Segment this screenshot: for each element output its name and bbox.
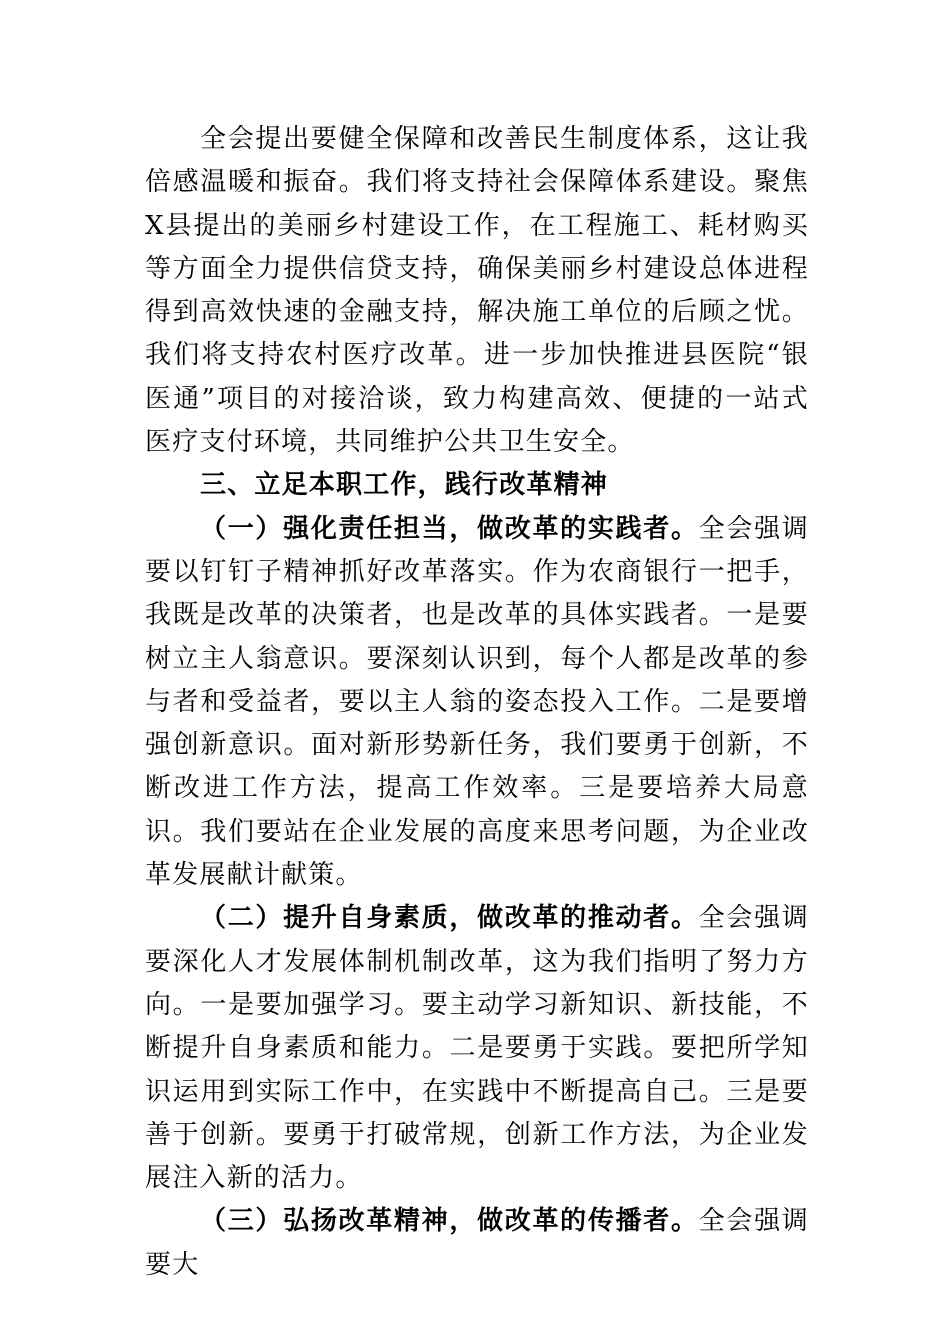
paragraph-lead: （二）提升自身素质，做改革的推动者。	[200, 903, 699, 934]
paragraph-text: 全会提出要健全保障和改善民生制度体系，这让我倍感温暖和振奋。我们将支持社会保障体系建设。聚焦X县提出的美丽乡村建设工作，在工程施工、耗材购买等方面全力提供信贷支持，确保美丽乡村建设总体进程得到高效快速的金融支持，解决施工单位的后顾之忧。我们将支持农村医疗改革。进一步加快推进县医院“银医通”项目的对接洽谈，致力构建高效、便捷的一站式医疗支付环境，共同维护公共卫生安全。	[145, 124, 809, 458]
paragraph-text: 全会强调要深化人才发展体制机制改革，这为我们指明了努力方向。一是要加强学习。要主动学习新知识、新技能，不断提升自身素质和能力。二是要勇于实践。要把所学知识运用到实际工作中，在实践中不断提高自己。三是要善于创新。要勇于打破常规，创新工作方法，为企业发展注入新的活力。	[145, 903, 809, 1194]
paragraph-promoter	[145, 897, 809, 1200]
paragraph-text: 全会强调要大	[145, 1206, 809, 1280]
paragraph-disseminator	[145, 1200, 809, 1287]
paragraph-text: 全会强调要以钉钉子精神抓好改革落实。作为农商银行一把手，我既是改革的决策者，也是改革的具体实践者。一是要树立主人翁意识。要深刻认识到，每个人都是改革的参与者和受益者，要以主人翁的姿态投入工作。二是要增强创新意识。面对新形势新任务，我们要勇于创新，不断改进工作方法，提高工作效率。三是要培养大局意识。我们要站在企业发展的高度来思考问题，为企业改革发展献计献策。	[145, 513, 809, 891]
paragraph-practitioner	[145, 508, 809, 898]
paragraph-lead: （三）弘扬改革精神，做改革的传播者。	[200, 1206, 699, 1237]
paragraph-livelihood	[145, 118, 809, 464]
document-body	[145, 118, 809, 1287]
paragraph-lead: （一）强化责任担当，做改革的实践者。	[200, 513, 699, 544]
section-heading: 三、立足本职工作，践行改革精神	[200, 470, 609, 501]
